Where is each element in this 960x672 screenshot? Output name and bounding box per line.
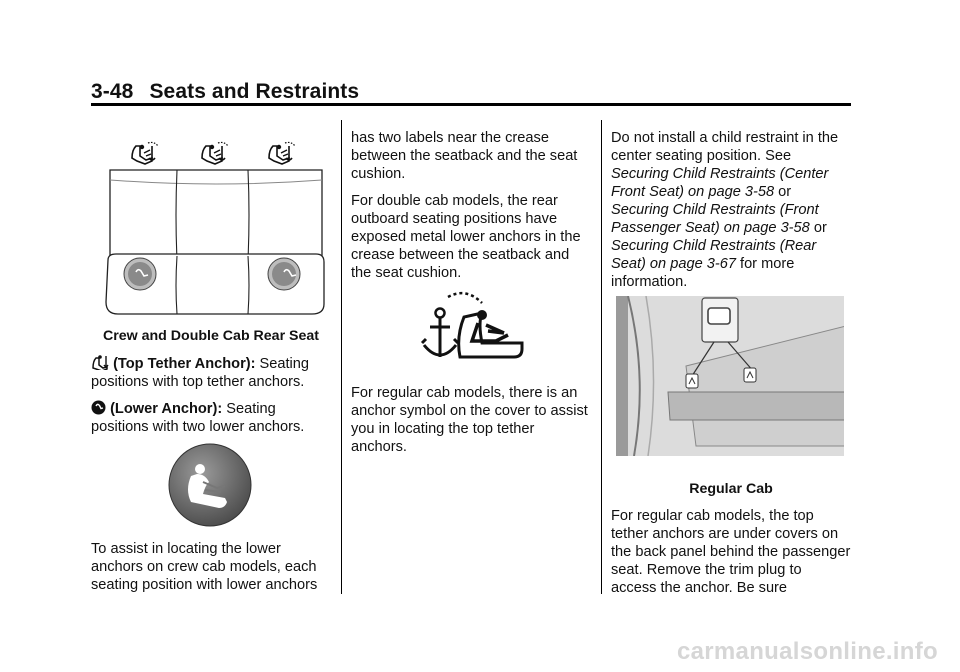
col2-paragraph-1: has two labels near the crease between the seatback and the seat cushion. [351, 130, 578, 182]
lower-anchor-large-icon [167, 442, 253, 528]
tether-icon-right [269, 142, 295, 164]
col3-paragraph-2: For regular cab models, the top tether anchors are under covers on the back panel behind the passenger seat. Remove the trim plug to access the anchor. Be sure [611, 508, 851, 596]
lower-anchor-text: Seating positions with two lower anchors. [91, 401, 305, 435]
tether-icon-left [132, 142, 158, 164]
column-3 [611, 129, 851, 300]
lower-anchor-icon-right [272, 262, 296, 286]
col2-paragraph-2: For double cab models, the rear outboard seating positions have exposed metal lower anchors in the crease between the seatback and the seat cushion. [351, 193, 581, 281]
column-1 [91, 327, 331, 445]
tether-cover-right [744, 368, 756, 382]
lower-anchor-label: (Lower Anchor): [110, 401, 223, 417]
figure-caption-rear-seat: Crew and Double Cab Rear Seat [102, 328, 320, 344]
rear-seat-figure [100, 138, 330, 320]
column-divider-1 [341, 120, 342, 594]
col3-paragraph-1: Do not install a child restraint in the center seating position. See Securing Child Restraints (Center Front Seat) on page 3-58 or Securing Child Restraints (Front Passenger Seat) on page 3-58 or Securing Child Restraints (Rear Seat) on page 3-67 for more information. [611, 130, 839, 290]
link-center-front-seat[interactable]: Securing Child Restraints (Center Front Seat) on page 3-58 [611, 166, 829, 200]
figure-caption-regular-cab: Regular Cab [689, 481, 773, 497]
section-title: Seats and Restraints [149, 80, 360, 103]
watermark: carmanualsonline.info [676, 638, 938, 665]
tether-cover-left [686, 374, 698, 388]
anchor-icon [436, 309, 445, 318]
child-seat-icon [459, 313, 522, 357]
page-header [91, 80, 359, 104]
column-2 [351, 129, 591, 291]
lower-anchor-icon-left [128, 262, 152, 286]
column-1-bottom [91, 540, 331, 603]
lower-anchor-definition [91, 400, 331, 436]
regular-cab-figure [616, 296, 844, 456]
column-divider-2 [601, 120, 602, 594]
tether-icon-center [202, 142, 228, 164]
link-rear-seat[interactable]: Securing Child Restraints (Rear Seat) on page 3-67 [611, 238, 817, 272]
top-tether-text: Seating positions with top tether anchors. [91, 356, 310, 390]
header-rule [91, 103, 851, 106]
page-number: 3-48 [91, 80, 134, 103]
column-2-bottom [351, 384, 591, 465]
top-tether-label: (Top Tether Anchor): [113, 356, 256, 372]
link-front-passenger-seat[interactable]: Securing Child Restraints (Front Passenger Seat) on page 3-58 [611, 202, 819, 236]
anchor-symbol-figure [418, 291, 524, 367]
lower-anchor-icon [91, 400, 106, 415]
top-tether-icon [91, 354, 109, 370]
col1-paragraph: To assist in locating the lower anchors on crew cab models, each seating position with lower anchors [91, 541, 318, 593]
top-tether-definition [91, 354, 331, 391]
col2-paragraph-3: For regular cab models, there is an anchor symbol on the cover to assist you in locating the top tether anchors. [351, 385, 588, 455]
column-3-bottom [611, 480, 851, 606]
